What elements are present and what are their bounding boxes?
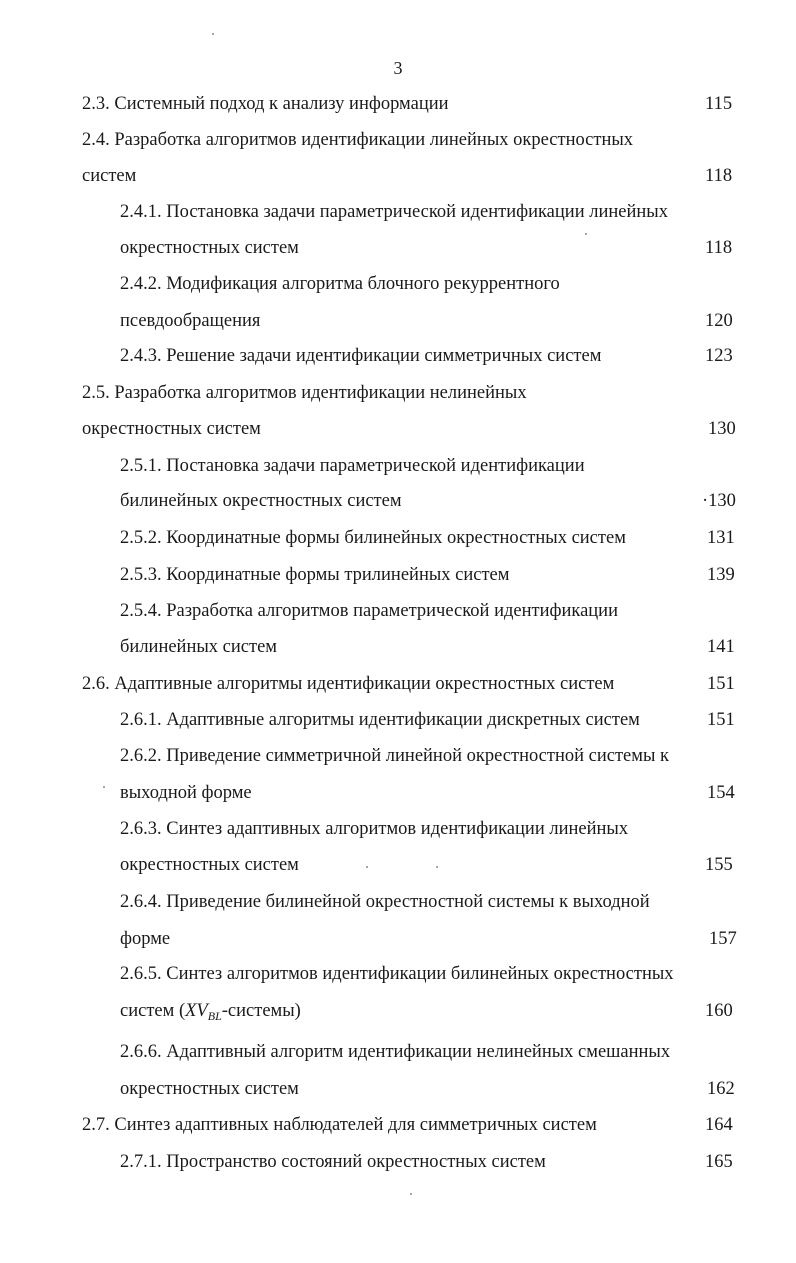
- toc-number: 2.5.1.: [120, 456, 162, 476]
- toc-page: 118: [705, 238, 733, 258]
- toc-page: 165: [705, 1152, 733, 1172]
- toc-page: 151: [707, 710, 735, 730]
- toc-entry-2-6-4[interactable]: [120, 891, 650, 913]
- toc-number: 2.6.1.: [120, 710, 162, 730]
- toc-entry-2-5[interactable]: [82, 382, 527, 404]
- toc-title: Разработка алгоритмов параметрической идентификации: [166, 601, 618, 621]
- toc-number: 2.6.6.: [120, 1042, 162, 1062]
- toc-title-cont: билинейных систем: [120, 637, 277, 657]
- scan-speck: [436, 866, 438, 868]
- toc-title: Синтез адаптивных алгоритмов идентификации линейных: [166, 819, 629, 839]
- scan-speck: [103, 786, 105, 788]
- toc-entry-2-4-2[interactable]: [120, 273, 560, 295]
- toc-number: 2.5.4.: [120, 601, 162, 621]
- xvbl-suffix: -системы): [221, 1001, 301, 1021]
- toc-page: 155: [705, 855, 733, 875]
- toc-page: 115: [705, 94, 733, 114]
- toc-title: Адаптивный алгоритм идентификации нелинейных смешанных: [166, 1042, 671, 1062]
- toc-number: 2.6.: [82, 674, 110, 694]
- toc-page: 154: [707, 783, 735, 803]
- toc-page: 130: [708, 419, 736, 439]
- toc-title: Синтез адаптивных наблюдателей для симметричных систем: [114, 1115, 597, 1135]
- toc-entry-2-4-1[interactable]: [120, 201, 668, 223]
- toc-page: 131: [707, 528, 735, 548]
- toc-number: 2.4.: [82, 130, 110, 150]
- toc-entry-2-6-6[interactable]: [120, 1041, 670, 1063]
- toc-entry-2-4-3[interactable]: [120, 345, 601, 367]
- scan-speck: [212, 33, 214, 35]
- toc-page: 120: [705, 311, 733, 331]
- toc-page: 141: [707, 637, 735, 657]
- toc-title: Постановка задачи параметрической идентификации линейных: [166, 202, 668, 222]
- toc-number: 2.7.: [82, 1115, 110, 1135]
- toc-title: Синтез алгоритмов идентификации билинейных окрестностных: [166, 964, 674, 984]
- toc-title-cont: окрестностных систем: [120, 855, 299, 875]
- toc-page: 164: [705, 1115, 733, 1135]
- toc-number: 2.6.2.: [120, 746, 162, 766]
- toc-number: 2.5.3.: [120, 565, 162, 585]
- xvbl-var: XV: [185, 1001, 208, 1021]
- toc-page: 151: [707, 674, 735, 694]
- toc-entry-2-6-2[interactable]: [120, 745, 669, 767]
- page-number: 3: [393, 58, 403, 78]
- toc-entry-2-5-4[interactable]: [120, 600, 618, 622]
- toc-title: Приведение билинейной окрестностной системы к выходной: [166, 892, 650, 912]
- toc-entry-2-3[interactable]: [82, 93, 449, 115]
- toc-title-cont-xvbl: [120, 1000, 301, 1027]
- xvbl-sub: BL: [207, 1009, 222, 1023]
- toc-number: 2.3.: [82, 94, 110, 114]
- toc-entry-2-5-2[interactable]: [120, 527, 626, 549]
- toc-title-cont: окрестностных систем: [120, 1079, 299, 1099]
- toc-entry-2-6-3[interactable]: [120, 818, 628, 840]
- toc-number: 2.5.: [82, 383, 110, 403]
- toc-entry-2-5-3[interactable]: [120, 564, 509, 586]
- toc-title: Постановка задачи параметрической идентификации: [166, 456, 585, 476]
- toc-number: 2.6.5.: [120, 964, 162, 984]
- toc-page: ·130: [702, 491, 736, 511]
- scan-speck: [410, 1193, 412, 1195]
- toc-title: Адаптивные алгоритмы идентификации окрестностных систем: [114, 674, 615, 694]
- toc-title-cont: систем: [82, 166, 137, 186]
- toc-title: Разработка алгоритмов идентификации нелинейных: [114, 383, 527, 403]
- toc-title: Разработка алгоритмов идентификации линейных окрестностных: [114, 130, 634, 150]
- toc-entry-2-6-5[interactable]: [120, 963, 674, 985]
- toc-number: 2.5.2.: [120, 528, 162, 548]
- toc-title-cont: окрестностных систем: [120, 238, 299, 258]
- toc-page: 157: [709, 929, 737, 949]
- toc-title-cont: билинейных окрестностных систем: [120, 491, 402, 511]
- toc-page: 162: [707, 1079, 735, 1099]
- toc-entry-2-6-1[interactable]: [120, 709, 640, 731]
- toc-title-cont: форме: [120, 929, 171, 949]
- toc-number: 2.6.3.: [120, 819, 162, 839]
- toc-page: 118: [705, 166, 733, 186]
- toc-page: 160: [705, 1001, 733, 1021]
- toc-title: Модификация алгоритма блочного рекуррентного: [166, 274, 560, 294]
- scan-speck: [585, 233, 587, 235]
- toc-number: 2.4.2.: [120, 274, 162, 294]
- toc-entry-2-6[interactable]: [82, 673, 614, 695]
- toc-title: Адаптивные алгоритмы идентификации дискретных систем: [166, 710, 640, 730]
- scan-speck: [366, 866, 368, 868]
- toc-entry-2-7-1[interactable]: [120, 1151, 546, 1173]
- toc-entry-2-7[interactable]: [82, 1114, 597, 1136]
- toc-title: Решение задачи идентификации симметричных систем: [166, 346, 602, 366]
- toc-entry-2-4[interactable]: [82, 129, 633, 151]
- toc-number: 2.6.4.: [120, 892, 162, 912]
- toc-title: Системный подход к анализу информации: [114, 94, 449, 114]
- toc-title: Приведение симметричной линейной окрестностной системы к: [166, 746, 670, 766]
- toc-title: Пространство состояний окрестностных систем: [166, 1152, 546, 1172]
- toc-number: 2.4.1.: [120, 202, 162, 222]
- toc-number: 2.7.1.: [120, 1152, 162, 1172]
- toc-title: Координатные формы трилинейных систем: [166, 565, 510, 585]
- toc-entry-2-5-1[interactable]: [120, 455, 585, 477]
- toc-title-cont: псевдообращения: [120, 311, 261, 331]
- toc-title-cont: выходной форме: [120, 783, 252, 803]
- toc-title: Координатные формы билинейных окрестностных систем: [166, 528, 626, 548]
- xvbl-prefix: систем (: [120, 1001, 186, 1021]
- toc-page: 139: [707, 565, 735, 585]
- toc-page: 123: [705, 346, 733, 366]
- toc-title-cont: окрестностных систем: [82, 419, 261, 439]
- toc-number: 2.4.3.: [120, 346, 162, 366]
